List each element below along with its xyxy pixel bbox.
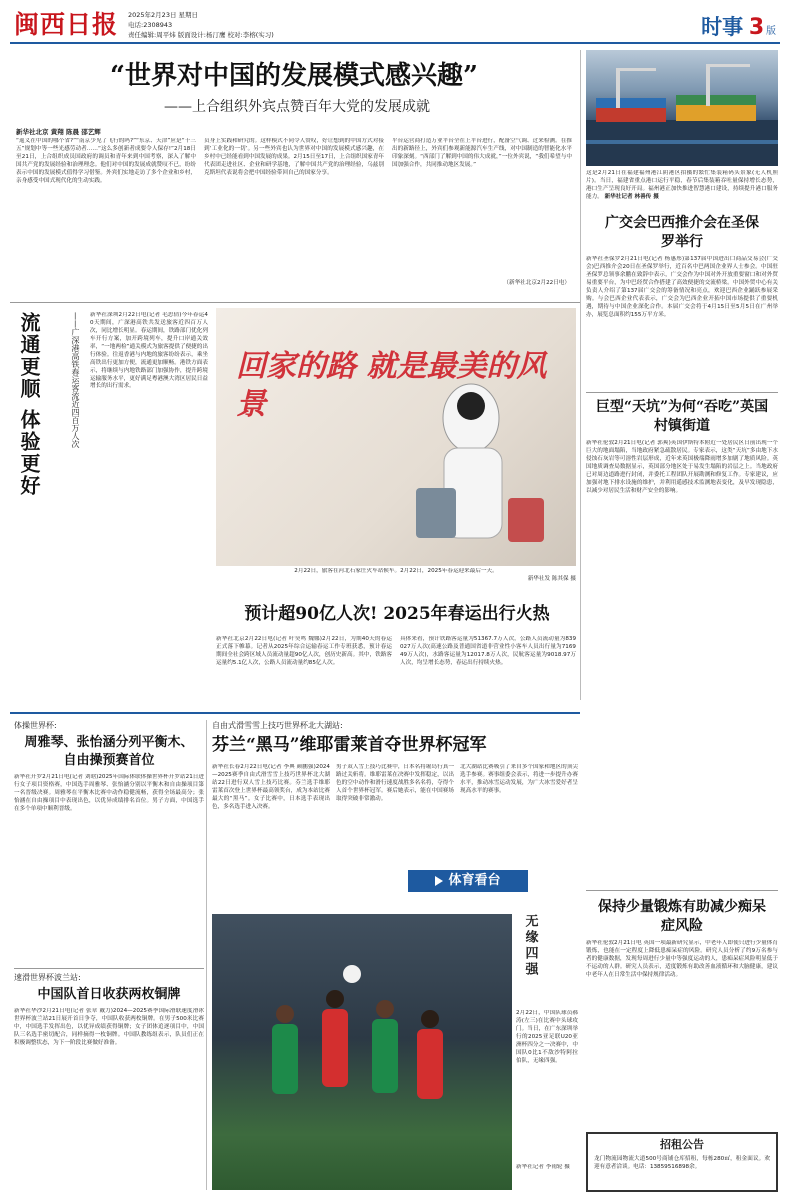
traveler-illustration	[216, 308, 576, 566]
gymnastics-article	[14, 720, 204, 966]
football-vtitle: 无缘四强	[522, 914, 538, 978]
skiing-col-2: 男子双人雪上技巧比赛中，日本名将堀岛行真一路过关斩将。维耶雷莱在决赛中发挥稳定，以出色的空中动作和滑行速度战胜多名名将，夺得个人首个世界杯冠军。赛后她表示，能在中国赛场取得突破非常激动。	[336, 764, 454, 802]
section-name: 时事	[701, 14, 744, 39]
newspaper-logo: 闽西日报	[14, 10, 119, 39]
port-credit: 新华社记者 林善传 摄	[604, 193, 659, 200]
page-suffix: 版	[766, 26, 776, 37]
sports-section-label	[408, 870, 528, 892]
lead-col-2: 员身上实践和研究的。这样模式不同令人赞叹，好让想到的中国方式对接到‘工业化的一切’。另一些外宾也认为世界对中国的发展模式感兴趣，在乡村中已经能看到中国发展的成果。2月15日至17日，上合组织国家青年代表团走进社区、企业和研学基地，了解中国共产党的治理经验，乌兹别克斯坦代表说将会把中国经验带回自己的国家分享。	[204, 138, 384, 176]
main-photo	[216, 308, 576, 566]
speedskating-kicker: 速滑世界杯波兰站:	[14, 973, 81, 982]
lead-byline: 新华社北京 黄翔 陈晨 邵艺辉	[16, 128, 101, 136]
port-photo	[586, 50, 778, 166]
lead-headline: “世界对中国的发展模式感兴趣”	[110, 61, 478, 91]
main-photo-caption-text: 2月22日，旅客在河北石家庄火车站候车。2月22日，2025年春运迎来最后一天。	[294, 568, 498, 574]
skiing-kicker: 自由式滑雪雪上技巧世界杯北大湖站:	[212, 721, 343, 730]
section-badge	[701, 12, 776, 38]
travel-body: 新华社深圳2月22日电(记者 毛思倩)今年春运40天期间，广深港高铁共发送旅客近四百万人次，同比增长明显。春运期间，铁路部门优化列车开行方案，加开跨境列车，提升口岸通关效率，“一地两检”通关模式为旅客提供了便捷的出行体验。往返香港与内地的旅客纷纷表示，乘坐高铁出行更加方便，流通更加顺畅。港铁方面表示，将继续与内地铁路部门加强协作，提升跨境运输服务水平，更好满足粤港澳大湾区居民日益增长的出行需求。	[90, 312, 208, 390]
football-photo	[212, 914, 512, 1190]
port-illustration	[586, 50, 778, 166]
page-number: 3	[748, 15, 765, 40]
lead-col-1: “遥义在中国的哪个省?”“南京少见了飞行的吗?”“东京、天津”应是“十三五”规划中等一些光感劳动者……“这么多创新者成要令人保存!”2月18日至21日，上合组织成员国政府的调员和青年来到中国考察，深入了解中国共产党的发展经验和治理理念。他们对中国的发展成就赞叹不已，纷纷表示中国的发展模式值得学习借鉴。外宾们实地走访了多个企业和乡村，亲身感受中国式现代化的生动实践。	[16, 138, 196, 184]
football-caption: 2月22日，中国队球员郝涛(左三)在比赛中头球攻门。当日，在广东深圳举行的2025亚足联U20亚洲杯四分之一决赛中，中国队0比1不敌沙特阿拉伯队，无缘四强。	[516, 1010, 578, 1064]
lead-subheadline: ——上合组织外宾点赞百年大党的发展成就	[164, 99, 430, 115]
sinkhole-article	[586, 396, 778, 686]
lead-dateline: （新华社北京2月22日电）	[503, 280, 570, 286]
travel-headline	[14, 312, 84, 582]
lead-article	[14, 50, 574, 300]
exercise-headline: 保持少量锻炼有助减少痴呆症风险	[598, 899, 766, 934]
masthead	[14, 10, 778, 40]
sports-label-text: 体育看台	[448, 873, 501, 888]
football-credit: 新华社记者 李雨轮 摄	[516, 1164, 570, 1170]
spring-col-2: 具体来看，预计铁路客运量为51367.7万人次，公路人员流动量为839027万人次(高速公路及普通国省道非营业性小客车人员出行量为716949万人次)，水路客运量为12017.8万人次，民航客运量为9018.97万人次，均呈增长态势，春运出行持续火热。	[400, 636, 576, 666]
travel-title: 流通更顺 体验更好	[17, 312, 41, 497]
exercise-body: 新华社伦敦2月21日电 英国一项最新研究显示，中老年人即使只进行少量体育锻炼，也能在一定程度上降低患痴呆症的风险。研究人员分析了约9万名参与者的健康数据，发现每周进行少量中等强度运动的人，患痴呆症风险明显低于不运动的人群。研究人员表示，适度锻炼有助改善血液循环和大脑健康，建议中老年人在日常生活中保持规律活动。	[586, 940, 778, 978]
gymnastics-body: 新华社开罗2月21日电(记者 刘晗)2025年国际体联体操世界杯开罗站21日进行女子项目资格赛，中国选手周雅琴、张怡涵分别以平衡木和自由操项目第一名晋级决赛。周雅琴在平衡木比赛中动作稳健流畅，获得全场最高分；张怡涵在自由操项目中表现出色，以优异成绩排名首位。男子方面，中国选手在多个单项中顺利晋级。	[14, 774, 204, 813]
spring-col-1: 新华社北京2月22日电(记者 叶昊鸣 魏娜)2月22日，为期40天的春运正式落下帷幕。记者从2025年综合运输春运工作专班获悉，预计春运期间全社会跨区域人员流动量超90亿人次，创历史新高。其中，铁路客运量约5.1亿人次，公路人员流动量约85亿人次。	[216, 636, 392, 666]
main-photo-credit: 新华社发 陈其保 摄	[527, 575, 576, 582]
header-date: 2025年2月23日 星期日	[128, 11, 199, 19]
skiing-col-1: 新华社长春2月22日电(记者 李典 颜鹏强)2024—2025赛季自由式滑雪雪上技巧世界杯北大湖站22日进行双人雪上技巧比赛。芬兰选手维耶雷莱首次登上世界杯最高领奖台，成为本站比赛最大的“黑马”。女子比赛中，日本选手表现出色，多名选手进入决赛。	[212, 764, 330, 810]
header-editors: 责任编辑:周平炜 版面设计:杨汀鹰 校对:李榕(实习)	[128, 31, 274, 39]
football-caption-block	[516, 914, 578, 1190]
gymnastics-kicker: 体操世界杯:	[14, 721, 57, 730]
sinkhole-headline: 巨型“天坑”为何“吞吃”英国村镇街道	[595, 399, 769, 434]
football-illustration	[212, 914, 512, 1190]
port-caption	[586, 170, 778, 208]
spring-headline: 预计超90亿人次! 2025年春运出行火热	[244, 604, 550, 624]
rental-ad	[586, 1132, 778, 1192]
spring-article	[216, 598, 578, 708]
ad-body: 龙门物流园物流大道500号商铺仓库招租，每栋280㎡，租金面议。欢迎有意者洽谈。电话：13859516898余。	[594, 1155, 770, 1170]
exercise-article	[586, 894, 778, 1132]
travel-subtitle: ——广深港高铁春运客流近四百万人次	[71, 312, 80, 448]
header-phone: 电话:2308943	[128, 21, 173, 29]
skiing-headline: 芬兰“黑马”维耶雷莱首夺世界杯冠军	[212, 735, 487, 756]
canton-headline: 广交会巴西推介会在圣保罗举行	[605, 215, 759, 250]
gymnastics-headline: 周雅琴、张怡涵分列平衡木、自由操预赛首位	[24, 735, 194, 769]
main-photo-caption	[216, 568, 576, 582]
port-caption-text: 这是2月21日在福建福州港江阴港区拍摄的繁忙集装箱码头景象(无人机照片)。当日，福建省重点港口运行平稳，春节后集装箱吞吐量保持增长态势，港口生产呈现良好开局。福州港正加快推进智慧港口建设，持续提升港口服务能力。	[586, 170, 778, 200]
photo-headline-art: 回家的路 就是最美的风景	[236, 349, 547, 422]
speedskating-headline: 中国队首日收获两枚铜牌	[37, 987, 181, 1003]
canton-article	[586, 212, 778, 390]
sports-label-icon	[435, 876, 443, 886]
speedskating-body: 新华社华沙2月21日电(记者 张章 戴力)2024—2025赛季国际滑联速度滑冰世界杯波兰站21日展开首日争夺，中国队收获两枚铜牌。在男子500米比赛中，中国选手发挥出色，以优异成绩获得铜牌；女子团体追逐项目中，中国队三名选手密切配合，同样摘得一枚铜牌。中国队教练组表示，队员们正在积极调整状态，为下一阶段比赛做好准备。	[14, 1008, 204, 1047]
lead-col-3: 平台运营商打造万业平台全在上平台进行，配备空气调、过来检测。在推出的新路径上，外宾们参观新能源汽车生产线，对中国制造的智能化水平印象深刻。“西部门了解到中国的伟大成就，”一位外宾说，“我们希望与中国加强合作，共同推动地区发展。”	[392, 138, 572, 168]
canton-body: 新华社圣保罗2月21日电(记者 杨惠彤)第137届中国进出口商品交易会(广交会)巴西推介会20日在圣保罗举行，近百名中巴两国企业界人士参会。中国驻圣保罗总领事余鹏在致辞中表示，广交会作为中国对外开放重要窗口和对外贸易重要平台，为中巴经贸合作搭建了高效便捷的交流桥梁。中国外贸中心有关负责人介绍了第137届广交会的筹备情况和亮点，欢迎巴西企业踊跃参展采购。与会巴西企业代表表示，广交会为巴西企业开拓中国市场提供了重要机遇，期待与中国企业深化合作。本届广交会将于4月15日至5月5日在广州举办，展览总面积约155万平方米。	[586, 256, 778, 318]
ad-title: 招租公告	[660, 1138, 704, 1151]
speedskating-article	[14, 972, 204, 1192]
sinkhole-body: 新华社伦敦2月21日电(记者 郭爽)英国伊斯特本附近一处居民区日前出现一个巨大的地面塌陷，当地政府紧急疏散居民。专家表示，这类“天坑”多由地下水侵蚀石灰岩等可溶性岩层形成，近年来英国极端降雨增多加剧了地质风险。英国地质调查局数据显示，英国部分地区处于易发生塌陷的岩层之上。当地政府已对周边道路进行封闭，并委托工程团队开展勘测和修复工作。专家建议，应加强对地下排水设施的维护，并利用遥感技术监测地表变化，及早发现隐患，以减少对居民生活和财产安全的影响。	[586, 440, 778, 494]
skiing-col-3: 北大湖站比赛吸引了来自多个国家和地区的顶尖选手参赛。赛事组委会表示，将进一步提升办赛水平，推动冰雪运动发展，为广大冰雪爱好者呈现高水平的赛事。	[460, 764, 578, 794]
